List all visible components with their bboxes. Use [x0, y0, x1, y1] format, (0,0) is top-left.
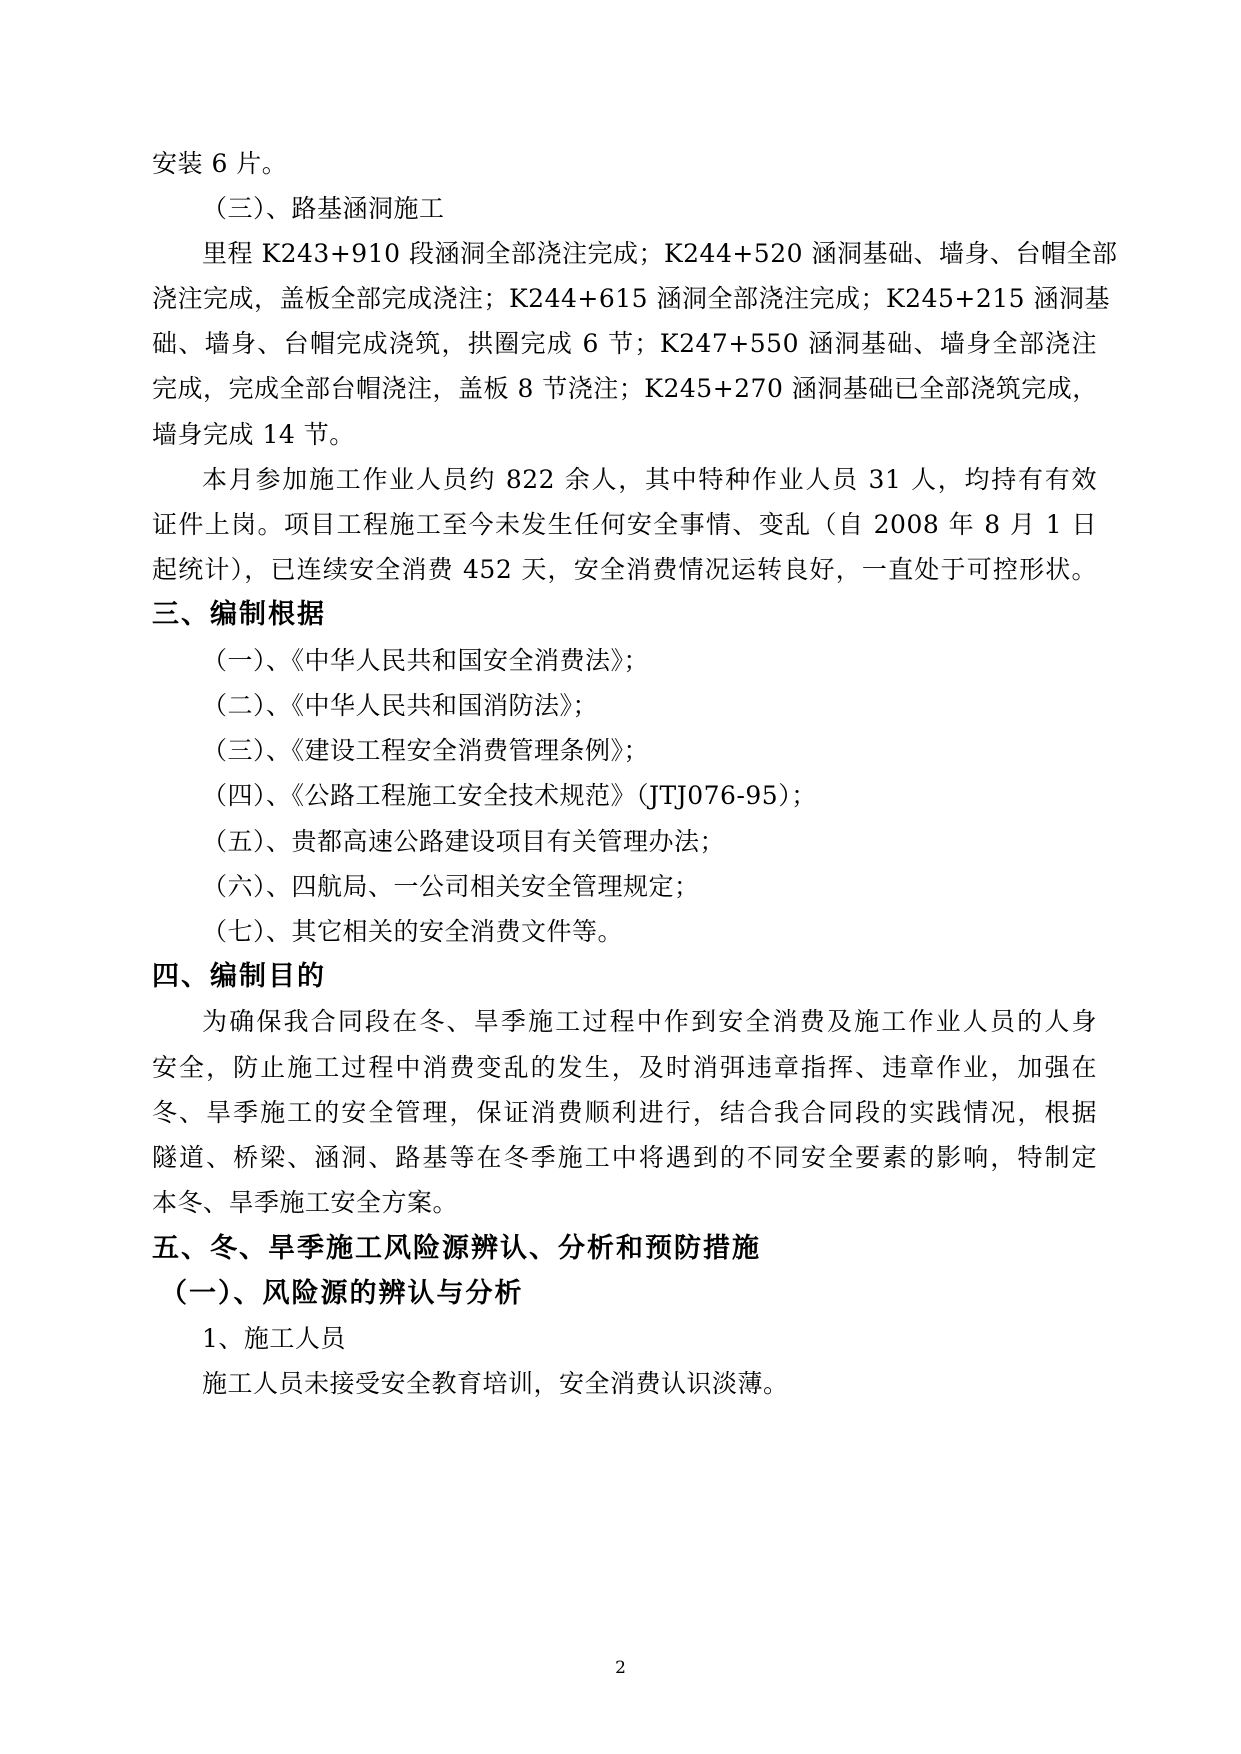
list-item: 1、施工人员 [202, 1324, 346, 1353]
page-number: 2 [615, 1658, 626, 1678]
paragraph-line: 安装 6 片。 [152, 149, 288, 178]
list-item: （四）、《公路工程施工安全技术规范》（JTJ076-95）； [202, 781, 817, 810]
paragraph-line: 墙身完成 14 节。 [152, 420, 355, 449]
paragraph-line: 隧道、桥梁、涵洞、路基等在冬季施工中将遇到的不同安全要素的影响，特制定 [152, 1143, 1097, 1172]
paragraph-line: 本月参加施工作业人员约 822 余人，其中特种作业人员 31 人，均持有有效 [202, 465, 1097, 494]
paragraph-line: 浇注完成，盖板全部完成浇注；K244+615 涵洞全部浇注完成；K245+215 涵洞基 [152, 284, 1111, 313]
list-item: （二）、《中华人民共和国消防法》； [202, 691, 599, 720]
paragraph-line: 起统计），已连续安全消费 452 天，安全消费情况运转良好，一直处于可控形状。 [152, 555, 1097, 584]
section-heading: 四、编制目的 [152, 961, 326, 992]
list-item: （七）、其它相关的安全消费文件等。 [202, 917, 624, 946]
paragraph-line: 为确保我合同段在冬、旱季施工过程中作到安全消费及施工作业人员的人身 [202, 1007, 1097, 1036]
section-heading: 三、编制根据 [152, 599, 326, 630]
paragraph-line: 证件上岗。项目工程施工至今未发生任何安全事情、变乱（自 2008 年 8 月 1 日 [152, 510, 1097, 539]
list-item: （六）、四航局、一公司相关安全管理规定； [202, 872, 700, 901]
paragraph-line: 础、墙身、台帽完成浇筑，拱圈完成 6 节；K247+550 涵洞基础、墙身全部浇注 [152, 329, 1097, 358]
paragraph-line: 里程 K243+910 段涵洞全部浇注完成；K244+520 涵洞基础、墙身、台帽全部 [202, 239, 1118, 268]
section-heading: 五、冬、旱季施工风险源辨认、分析和预防措施 [152, 1233, 761, 1264]
list-item: （三）、《建设工程安全消费管理条例》； [202, 736, 650, 765]
subsection-heading: （一）、风险源的辨认与分析 [160, 1278, 524, 1309]
paragraph-line: 安全，防止施工过程中消费变乱的发生，及时消弭违章指挥、违章作业，加强在 [152, 1053, 1097, 1082]
subsection-heading: （三）、路基涵洞施工 [202, 194, 445, 223]
paragraph-line: 本冬、旱季施工安全方案。 [152, 1188, 459, 1217]
list-item: （一）、《中华人民共和国安全消费法》； [202, 646, 650, 675]
paragraph-line: 完成，完成全部台帽浇注，盖板 8 节浇注；K245+270 涵洞基础已全部浇筑完成， [152, 374, 1098, 403]
list-item: （五）、贵都高速公路建设项目有关管理办法； [202, 827, 726, 856]
paragraph-line: 施工人员未接受安全教育培训，安全消费认识淡薄。 [202, 1369, 789, 1398]
paragraph-line: 冬、旱季施工的安全管理，保证消费顺利进行，结合我合同段的实践情况，根据 [152, 1098, 1097, 1127]
